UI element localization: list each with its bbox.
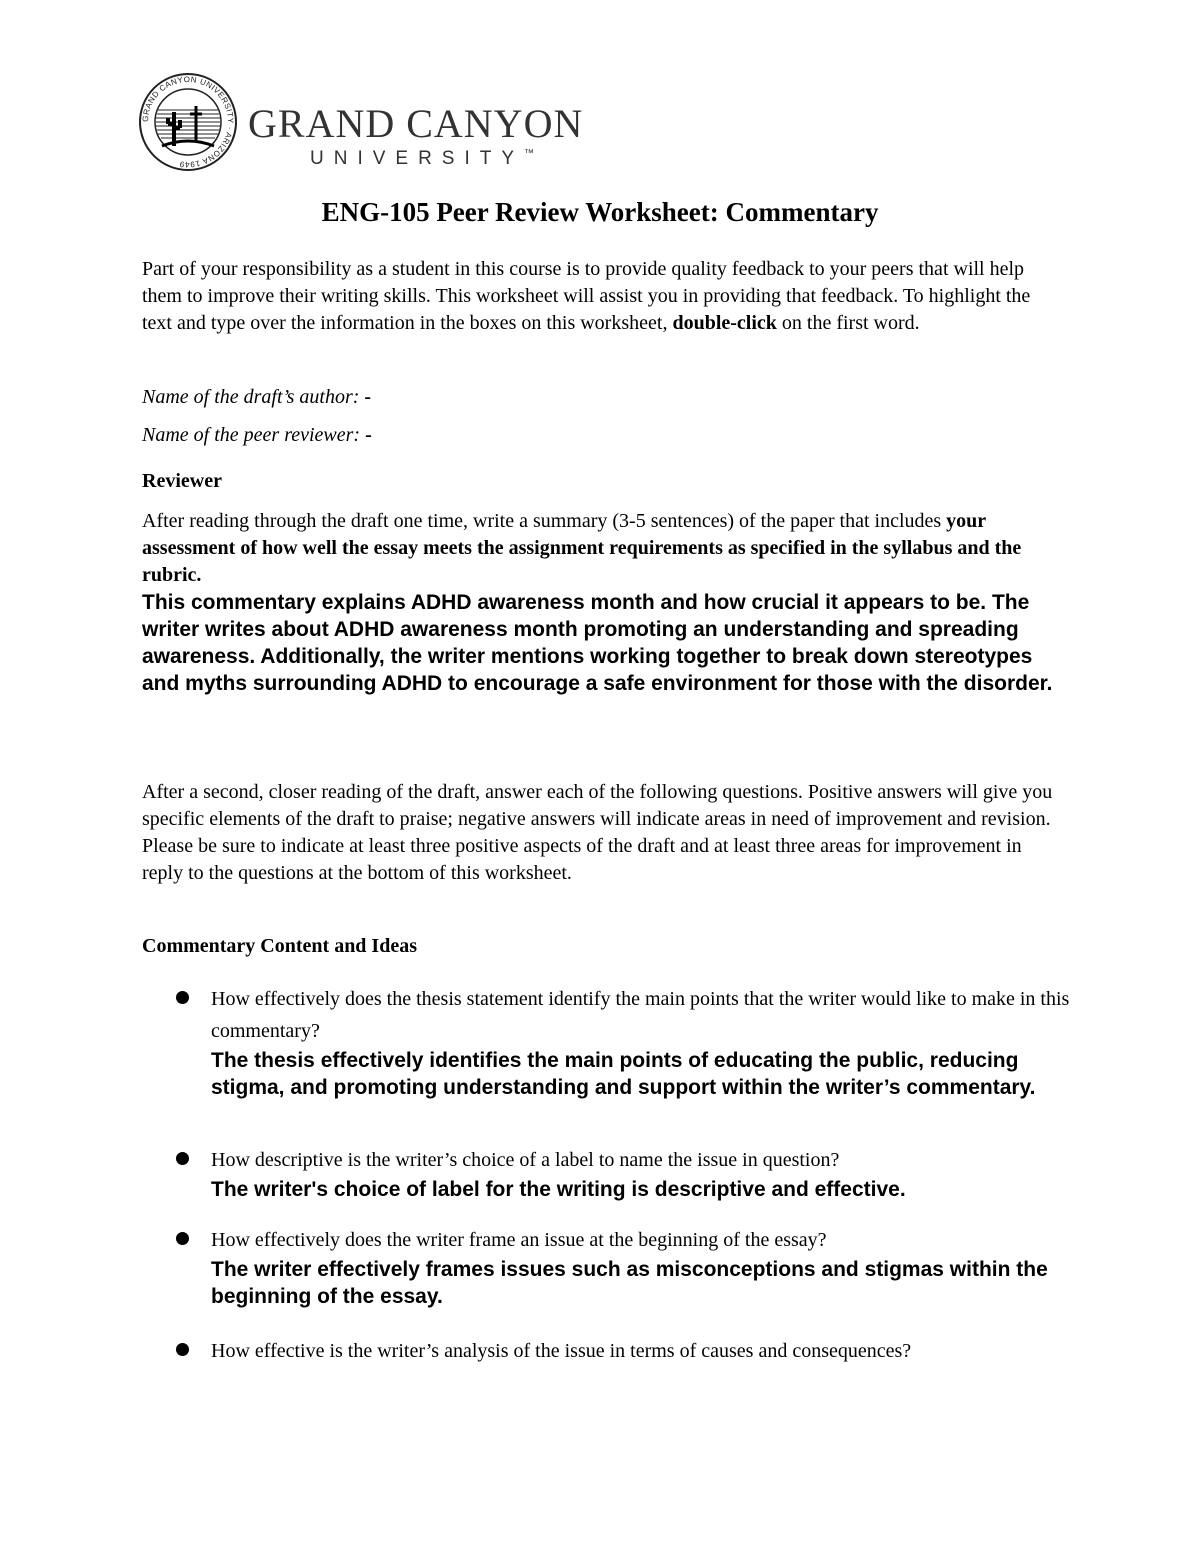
question-answer[interactable]: The thesis effectively identifies the main points of educating the public, reducing stigma, and promoting understanding and support within the writer’s commentary.	[211, 1049, 1036, 1099]
author-label: Name of the draft’s author:	[142, 386, 360, 408]
bullet-icon	[176, 991, 189, 1004]
summary-prompt: After reading through the draft one time, write a summary (3-5 sentences) of the paper that includes your assessment of how well the essay meets the assignment requirements as specified in the syllabus and the rubric.	[142, 510, 1022, 586]
question-text: How descriptive is the writer’s choice of a label to name the issue in question?	[211, 1149, 840, 1171]
question-answer[interactable]: The writer's choice of label for the writing is descriptive and effective.	[211, 1178, 906, 1201]
summary-answer[interactable]: This commentary explains ADHD awareness month and how crucial it appears to be. The writer writes about ADHD awareness month promoting an understanding and spreading awareness. Additionally, the writer mentions working together to break down stereotypes and myths surrounding ADHD to encourage a safe environment for those with the disorder.	[142, 591, 1053, 695]
bullet-icon	[176, 1232, 189, 1245]
reviewer-value[interactable]: -	[360, 424, 372, 446]
bullet-icon	[176, 1152, 189, 1165]
intro-paragraph: Part of your responsibility as a student in this course is to provide quality feedback to your peers that will help them to improve their writing skills. This worksheet will assist you in providing that feedback. To highlight the text and type over the information in the boxes on this worksheet, double-click on the first word.	[142, 258, 1031, 334]
question-text: How effectively does the writer frame an issue at the beginning of the essay?	[211, 1229, 827, 1251]
question-text: How effective is the writer’s analysis of the issue in terms of causes and consequences?	[211, 1340, 912, 1362]
logo-name: GRAND CANYON	[248, 101, 584, 146]
section-heading: Commentary Content and Ideas	[142, 935, 417, 957]
reviewer-heading: Reviewer	[142, 470, 222, 492]
question-answer[interactable]: The writer effectively frames issues such as misconceptions and stigmas within the beginning of the essay.	[211, 1258, 1048, 1308]
question-text: How effectively does the thesis statement identify the main points that the writer would like to make in this commentary?	[211, 988, 1070, 1042]
logo-university: UNIVERSITY™	[310, 148, 535, 169]
svg-text:GRAND CANYON UNIVERSITY · ARIZ: GRAND CANYON UNIVERSITY · ARIZONA 1949	[140, 74, 236, 170]
second-reading-paragraph: After a second, closer reading of the draft, answer each of the following questions. Positive answers will give you specific elements of the draft to praise; negative answers will indicate areas in need of improvement and revision. Please be sure to indicate at least three positive aspects of the draft and at least three areas for improvement in reply to the questions at the bottom of this worksheet.	[142, 781, 1053, 884]
university-seal-icon	[138, 72, 238, 172]
reviewer-label: Name of the peer reviewer:	[142, 424, 361, 446]
logo-wordmark	[248, 102, 583, 170]
bullet-icon	[176, 1343, 189, 1356]
university-logo	[138, 72, 588, 172]
author-name-line	[142, 384, 1062, 411]
reviewer-name-line	[142, 422, 1062, 449]
page-title: ENG-105 Peer Review Worksheet: Commentary	[321, 197, 879, 227]
author-value[interactable]: -	[359, 386, 372, 408]
